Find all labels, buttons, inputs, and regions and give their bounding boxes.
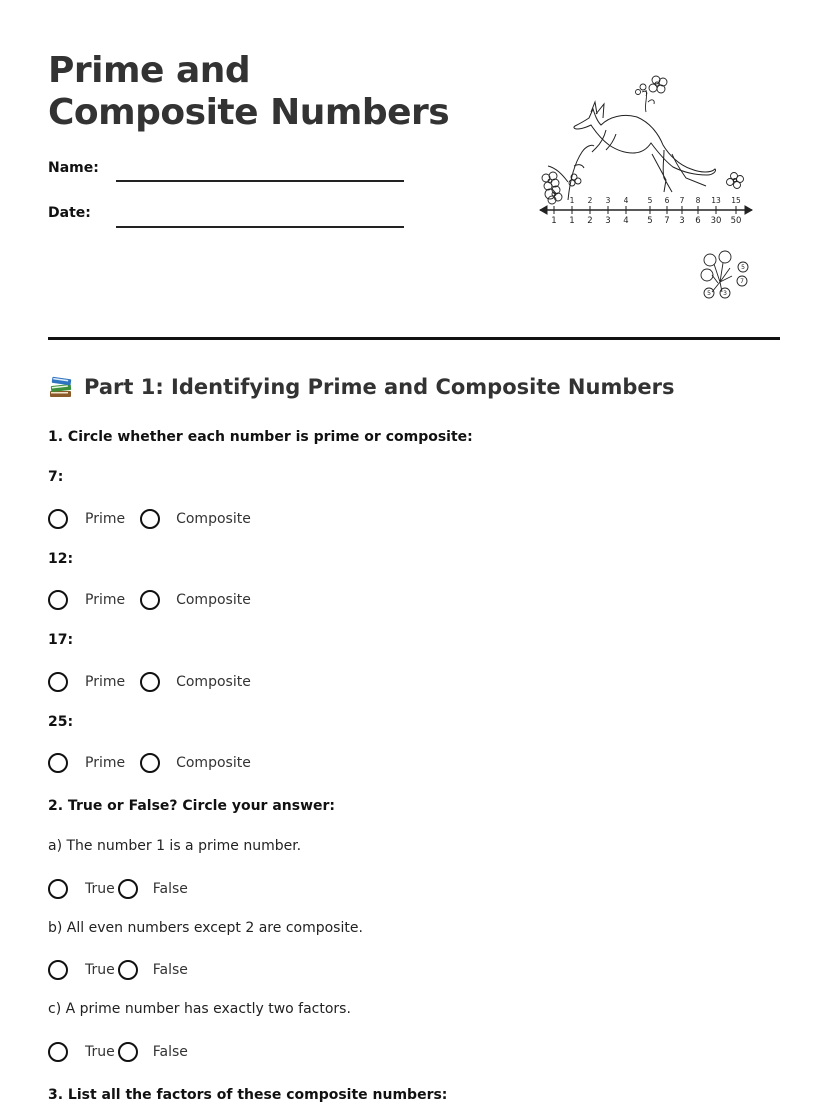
- factor-tree-label: 7: [740, 278, 744, 285]
- name-field[interactable]: [116, 180, 404, 182]
- number-line-top-label: 1: [569, 196, 575, 205]
- number-label: 25:: [48, 714, 74, 730]
- radio-composite[interactable]: [140, 509, 160, 529]
- factor-tree-label: 5: [741, 264, 745, 271]
- number-label: 12:: [48, 551, 74, 567]
- answer-options: [48, 877, 188, 901]
- option-label: True: [85, 881, 115, 897]
- radio-true[interactable]: [48, 1042, 68, 1062]
- number-line-top-label: 8: [695, 196, 701, 205]
- radio-composite[interactable]: [140, 590, 160, 610]
- radio-true[interactable]: [48, 960, 68, 980]
- question-2-prompt: 2. True or False? Circle your answer:: [48, 798, 336, 814]
- question-1-prompt: 1. Circle whether each number is prime or composite:: [48, 429, 473, 445]
- factor-tree-label: 3: [723, 290, 727, 297]
- number-line-bottom-label: 3: [679, 216, 685, 226]
- radio-prime[interactable]: [48, 753, 68, 773]
- radio-false[interactable]: [118, 1042, 138, 1062]
- option-label: False: [152, 1044, 188, 1060]
- option-label: Composite: [176, 511, 251, 527]
- radio-prime[interactable]: [48, 672, 68, 692]
- number-line-top-label: 7: [679, 196, 685, 205]
- factor-tree-label: 5: [707, 290, 711, 297]
- books-icon: [48, 374, 74, 400]
- number-line-top-label: 4: [623, 196, 629, 205]
- answer-options: [48, 670, 251, 694]
- part1-heading: [48, 374, 674, 400]
- number-line-bottom-label: 5: [647, 216, 653, 226]
- option-label: True: [85, 962, 115, 978]
- name-label: Name:: [48, 160, 99, 176]
- answer-options: [48, 588, 251, 612]
- option-label: Prime: [85, 592, 126, 608]
- number-line-bottom-label: 6: [695, 216, 701, 226]
- answer-options: [48, 751, 251, 775]
- number-line-bottom-label: 4: [623, 216, 629, 226]
- number-line-bottom-label: 1: [551, 216, 557, 226]
- radio-composite[interactable]: [140, 672, 160, 692]
- radio-prime[interactable]: [48, 509, 68, 529]
- radio-prime[interactable]: [48, 590, 68, 610]
- number-line-bottom-label: 2: [587, 216, 593, 226]
- number-line-top-label: 2: [587, 196, 593, 205]
- option-label: True: [85, 1044, 115, 1060]
- statement-text: a) The number 1 is a prime number.: [48, 838, 302, 854]
- number-line-bottom-label: 7: [664, 216, 670, 226]
- number-line-top-label: 3: [605, 196, 611, 205]
- number-label: 7:: [48, 469, 64, 485]
- option-label: Prime: [85, 511, 126, 527]
- number-line-top-label: 6: [664, 196, 670, 205]
- question-3-prompt: 3. List all the factors of these composite numbers:: [48, 1087, 448, 1103]
- number-line-top-label: 13: [711, 196, 721, 205]
- number-label: 17:: [48, 632, 74, 648]
- number-line-bottom-label: 3: [605, 216, 611, 226]
- radio-false[interactable]: [118, 960, 138, 980]
- option-label: Prime: [85, 755, 126, 771]
- section-divider: [48, 337, 780, 340]
- radio-true[interactable]: [48, 879, 68, 899]
- number-line-top-label: 5: [647, 196, 653, 205]
- option-label: False: [152, 881, 188, 897]
- option-label: Composite: [176, 674, 251, 690]
- option-label: Composite: [176, 755, 251, 771]
- number-line-bottom-label: 1: [569, 216, 575, 226]
- answer-options: [48, 507, 251, 531]
- radio-composite[interactable]: [140, 753, 160, 773]
- date-field[interactable]: [116, 226, 404, 228]
- number-line-bottom-label: 50: [730, 216, 742, 226]
- number-line-bottom-label: 30: [710, 216, 722, 226]
- statement-text: c) A prime number has exactly two factors.: [48, 1001, 351, 1017]
- statement-text: b) All even numbers except 2 are composite.: [48, 920, 363, 936]
- answer-options: [48, 958, 188, 982]
- number-line-top-label: 15: [731, 196, 741, 205]
- page-title: Prime and Composite Numbers: [48, 50, 450, 133]
- answer-options: [48, 1040, 188, 1064]
- radio-false[interactable]: [118, 879, 138, 899]
- kangaroo-number-line-icon: [534, 70, 764, 305]
- option-label: Composite: [176, 592, 251, 608]
- option-label: Prime: [85, 674, 126, 690]
- part1-title: Part 1: Identifying Prime and Composite Numbers: [84, 375, 675, 399]
- option-label: False: [152, 962, 188, 978]
- date-label: Date:: [48, 205, 91, 221]
